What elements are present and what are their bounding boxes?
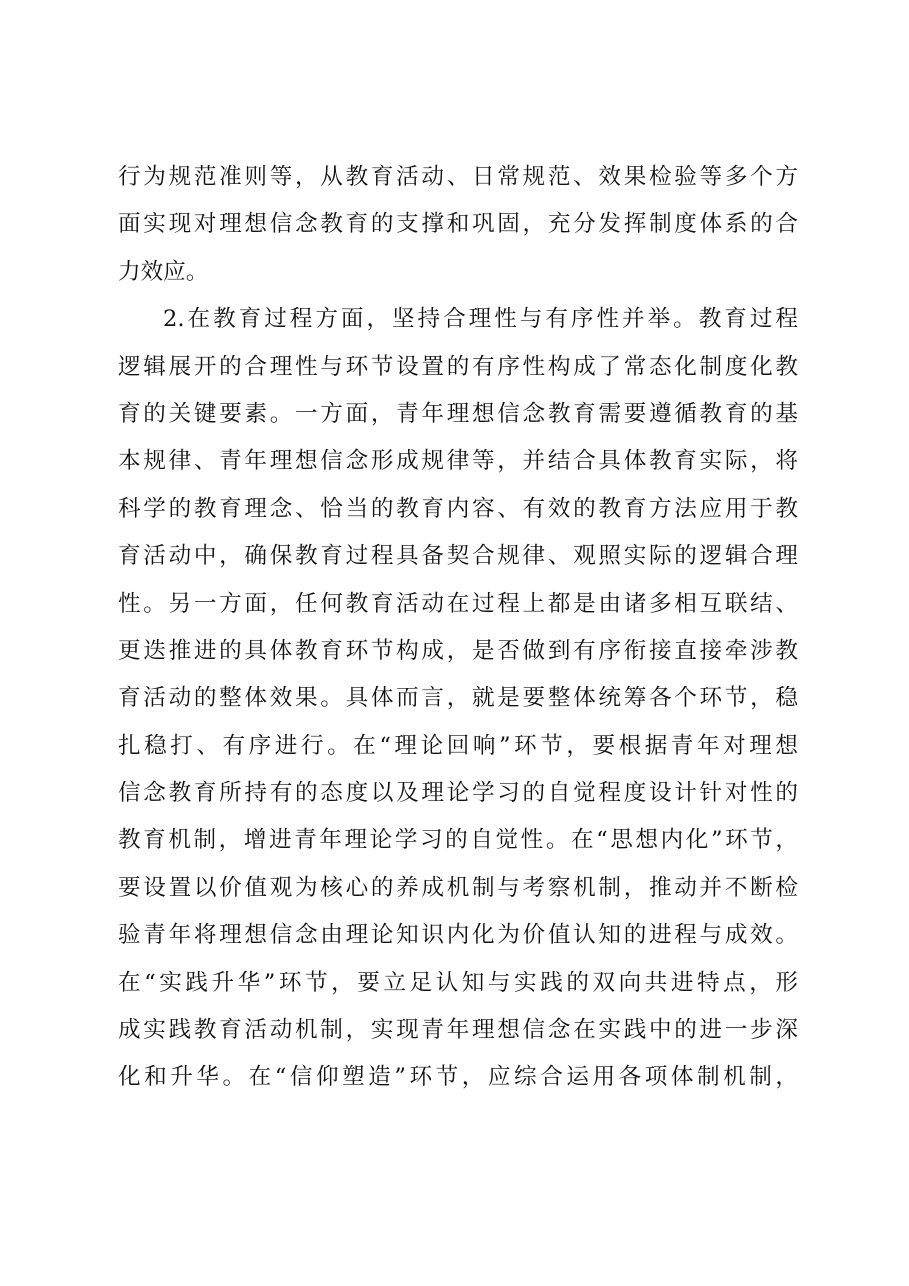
text-line: 验青年将理想信念由理论知识内化为价值认知的进程与成效。 bbox=[118, 922, 798, 949]
text-line: 信念教育所持有的态度以及理论学习的自觉程度设计针对性的 bbox=[118, 780, 798, 807]
text-line: 在“实践升华”环节，要立足认知与实践的双向共进特点，形 bbox=[118, 969, 798, 996]
text-line: 化和升华。在“信仰塑造”环节，应综合运用各项体制机制， bbox=[118, 1064, 798, 1091]
text-line: 性。另一方面，任何教育活动在过程上都是由诸多相互联结、 bbox=[118, 590, 798, 617]
body-text bbox=[118, 154, 798, 1102]
paragraph-start-line: 2.在教育过程方面，坚持合理性与有序性并举。教育过程 bbox=[163, 306, 798, 333]
text-line: 科学的教育理念、恰当的教育内容、有效的教育方法应用于教 bbox=[118, 495, 798, 522]
text-line: 要设置以价值观为核心的养成机制与考察机制，推动并不断检 bbox=[118, 874, 798, 901]
text-line: 扎稳打、有序进行。在“理论回响”环节，要根据青年对理想 bbox=[118, 732, 798, 759]
text-line: 更迭推进的具体教育环节构成，是否做到有序衔接直接牵涉教 bbox=[118, 637, 798, 664]
text-line: 育活动中，确保教育过程具备契合规律、观照实际的逻辑合理 bbox=[118, 543, 798, 570]
text-line: 本规律、青年理想信念形成规律等，并结合具体教育实际，将 bbox=[118, 448, 798, 475]
text-line: 育活动的整体效果。具体而言，就是要整体统筹各个环节，稳 bbox=[118, 685, 798, 712]
text-line: 面实现对理想信念教育的支撑和巩固，充分发挥制度体系的合 bbox=[118, 211, 798, 238]
text-line: 逻辑展开的合理性与环节设置的有序性构成了常态化制度化教 bbox=[118, 353, 798, 380]
text-line: 成实践教育活动机制，实现青年理想信念在实践中的进一步深 bbox=[118, 1017, 798, 1044]
text-line: 力效应。 bbox=[118, 258, 209, 285]
text-line: 行为规范准则等，从教育活动、日常规范、效果检验等多个方 bbox=[118, 164, 798, 190]
text-line: 育的关键要素。一方面，青年理想信念教育需要遵循教育的基 bbox=[118, 400, 798, 427]
text-line: 教育机制，增进青年理论学习的自觉性。在“思想内化”环节， bbox=[118, 827, 798, 854]
